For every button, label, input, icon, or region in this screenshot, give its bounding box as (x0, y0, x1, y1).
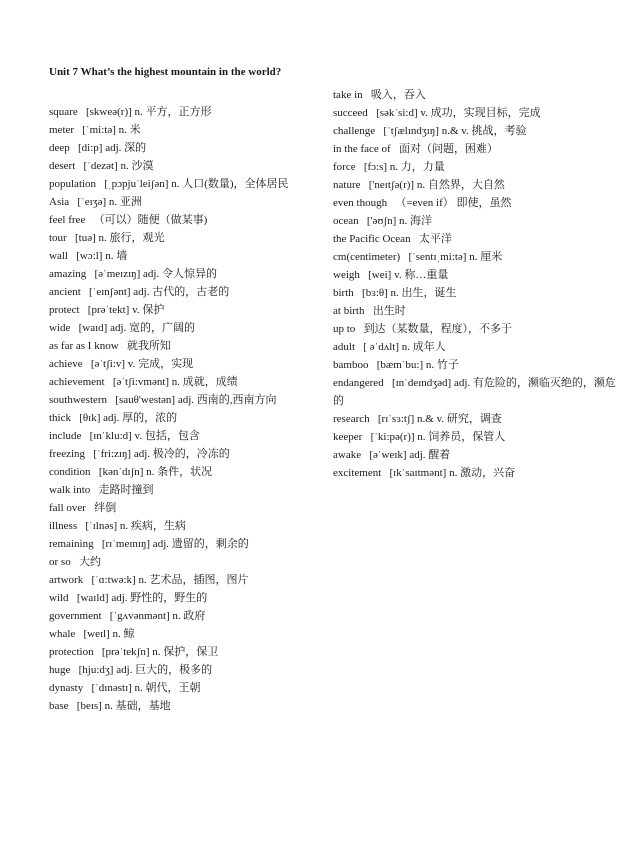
vocab-word: force (333, 161, 356, 173)
vocab-definition: [ˈeɪnʃənt] adj. 古代的，古老的 (89, 286, 230, 298)
vocab-entry (49, 355, 321, 373)
vocab-definition: （=even if） 即使，虽然 (395, 197, 512, 209)
vocab-entry (333, 266, 623, 284)
vocab-entry (333, 230, 623, 248)
vocab-definition: [əˈmeɪzɪŋ] adj. 令人惊异的 (94, 268, 217, 280)
vocab-word: deep (49, 142, 70, 154)
vocab-entry (333, 428, 623, 446)
vocab-definition: [weɪl] n. 鲸 (83, 628, 135, 640)
vocab-definition: 走路时撞到 (98, 484, 154, 496)
vocab-word: Asia (49, 196, 70, 208)
vocab-word: remaining (49, 538, 94, 550)
vocab-word: wide (49, 322, 71, 334)
vocab-entry (49, 553, 321, 571)
vocab-entry (49, 571, 321, 589)
vocab-definition: [ˌpɔpjuˈleiʃən] n. 人口(数量)，全体居民 (104, 178, 289, 190)
vocab-definition: 吸入，吞入 (370, 89, 426, 101)
vocab-word: achievement (49, 376, 105, 388)
vocab-definition: [ˈdezət] n. 沙漠 (83, 160, 154, 172)
vocab-definition: [bɜ:θ] n. 出生，诞生 (362, 287, 457, 299)
vocab-entry (333, 86, 623, 104)
vocab-word: include (49, 430, 82, 442)
vocab-word: feel free (49, 214, 86, 226)
vocab-entry (49, 283, 321, 301)
vocab-word: as far as I know (49, 340, 119, 352)
vocab-entry (333, 248, 623, 266)
vocab-entry (49, 247, 321, 265)
vocab-entry (333, 464, 623, 482)
vocab-word: illness (49, 520, 78, 532)
vocab-entry (49, 139, 321, 157)
vocab-entry (49, 391, 321, 409)
vocab-entry (49, 589, 321, 607)
vocab-definition: ['neɪtʃə(r)] n. 自然界，大自然 (368, 179, 505, 191)
vocab-definition: [səkˈsi:d] v. 成功，实现目标，完成 (376, 107, 541, 119)
vocab-definition: [prəˈtekʃn] n. 保护，保卫 (101, 646, 219, 658)
vocab-entry (49, 427, 321, 445)
vocab-definition: [fɔ:s] n. 力，力量 (363, 161, 445, 173)
vocab-word: at birth (333, 305, 365, 317)
vocab-entry (333, 176, 623, 194)
vocab-definition: [wei] v. 称…重量 (368, 269, 449, 281)
vocabulary-column-left (49, 103, 321, 715)
vocab-word: base (49, 700, 69, 712)
vocab-word: bamboo (333, 359, 369, 371)
vocab-word: population (49, 178, 97, 190)
vocab-entry (333, 338, 623, 356)
vocab-word: walk into (49, 484, 91, 496)
vocab-entry (49, 661, 321, 679)
vocab-word: condition (49, 466, 91, 478)
vocab-word: in the face of (333, 143, 391, 155)
vocab-entry (49, 193, 321, 211)
vocabulary-column-right (333, 86, 623, 482)
vocab-entry (49, 679, 321, 697)
vocab-entry (49, 517, 321, 535)
vocab-entry (333, 302, 623, 320)
vocab-definition: 大约 (78, 556, 101, 568)
vocab-entry (49, 229, 321, 247)
vocab-entry (49, 607, 321, 625)
vocab-definition: [beɪs] n. 基础，基地 (76, 700, 171, 712)
vocab-word: huge (49, 664, 71, 676)
vocab-entry (333, 320, 623, 338)
vocab-word: take in (333, 89, 363, 101)
vocab-entry (49, 265, 321, 283)
vocab-definition: [rɪˈsɜ:tʃ] n.& v. 研究，调查 (377, 413, 502, 425)
vocab-word: succeed (333, 107, 368, 119)
vocab-definition: [ˈɑ:twə:k] n. 艺术品，插图，图片 (91, 574, 249, 586)
vocab-entry (49, 121, 321, 139)
vocab-definition: [wɔ:l] n. 墙 (76, 250, 128, 262)
vocab-word: southwestern (49, 394, 108, 406)
vocab-definition: [ˈtʃælɪndʒɪŋ] n.& v. 挑战，考验 (383, 125, 527, 137)
vocab-definition: 到达（某数量，程度），不多于 (363, 323, 513, 335)
vocab-definition: [ˈki:pə(r)] n. 饲养员，保管人 (370, 431, 506, 443)
vocab-definition: [waɪld] adj. 野性的，野生的 (76, 592, 208, 604)
vocab-definition: [di:p] adj. 深的 (78, 142, 147, 154)
vocab-definition: [əˈtʃi:v] v. 完成，实现 (90, 358, 194, 370)
vocab-definition: [skweə(r)] n. 平方，正方形 (85, 106, 212, 118)
vocab-definition: [ɪnˈdeɪndʒəd] adj. 有危险的，濒临灭绝的，濒危的 (333, 377, 616, 407)
page-title: Unit 7 What’s the highest mountain in the world? (49, 66, 282, 78)
vocab-word: endangered (333, 377, 384, 389)
vocab-definition: [θɪk] adj. 厚的，浓的 (79, 412, 178, 424)
vocab-word: birth (333, 287, 354, 299)
vocab-entry (49, 409, 321, 427)
vocab-entry (49, 535, 321, 553)
vocab-definition: （可以）随便（做某事) (93, 214, 208, 226)
vocab-word: protection (49, 646, 94, 658)
vocab-word: tour (49, 232, 67, 244)
vocab-definition: [ˈsentɪˌmi:tə] n. 厘米 (408, 251, 503, 263)
vocab-entry (333, 122, 623, 140)
vocab-definition: [ɪkˈsaɪtmənt] n. 激动，兴奋 (389, 467, 516, 479)
vocab-word: dynasty (49, 682, 84, 694)
vocab-definition: [əˈtʃi:vmənt] n. 成就，成绩 (112, 376, 238, 388)
vocab-definition: [prəˈtekt] v. 保护 (87, 304, 165, 316)
vocab-word: protect (49, 304, 80, 316)
vocab-word: desert (49, 160, 76, 172)
vocab-word: achieve (49, 358, 83, 370)
vocab-definition: 绊倒 (94, 502, 117, 514)
vocab-entry (333, 284, 623, 302)
vocab-word: challenge (333, 125, 376, 137)
vocab-entry (333, 212, 623, 230)
vocab-word: up to (333, 323, 356, 335)
vocab-definition: [əˈweɪk] adj. 醒着 (369, 449, 451, 461)
vocab-word: wild (49, 592, 69, 604)
vocab-word: square (49, 106, 78, 118)
vocab-definition: 就我所知 (126, 340, 171, 352)
vocab-definition: [sauθ'westən] adj. 西南的,西南方向 (115, 394, 277, 406)
vocab-word: keeper (333, 431, 363, 443)
vocab-word: adult (333, 341, 355, 353)
vocab-entry (333, 356, 623, 374)
vocab-definition: [waɪd] adj. 宽的，广阔的 (78, 322, 196, 334)
vocab-word: nature (333, 179, 361, 191)
vocab-entry (49, 211, 321, 229)
vocab-word: government (49, 610, 102, 622)
vocab-entry (49, 481, 321, 499)
vocab-entry (333, 104, 623, 122)
vocab-entry (49, 157, 321, 175)
vocab-word: weigh (333, 269, 360, 281)
vocab-entry (49, 697, 321, 715)
vocab-definition: [ˈgʌvənmənt] n. 政府 (109, 610, 206, 622)
vocab-word: or so (49, 556, 71, 568)
vocab-definition: [ˈɪlnəs] n. 疾病，生病 (85, 520, 186, 532)
vocab-word: amazing (49, 268, 87, 280)
vocab-definition: 出生时 (372, 305, 406, 317)
vocab-definition: [ˈmi:tə] n. 米 (82, 124, 141, 136)
vocab-word: awake (333, 449, 362, 461)
vocab-entry (49, 301, 321, 319)
vocab-word: research (333, 413, 370, 425)
vocab-entry (333, 446, 623, 464)
vocab-word: ancient (49, 286, 81, 298)
vocab-entry (333, 158, 623, 176)
vocab-entry (333, 194, 623, 212)
vocab-word: meter (49, 124, 75, 136)
vocab-word: the Pacific Ocean (333, 233, 411, 245)
vocab-definition: [bæmˈbu:] n. 竹子 (376, 359, 459, 371)
vocab-entry (49, 319, 321, 337)
vocab-entry (49, 175, 321, 193)
vocab-entry (333, 140, 623, 158)
vocab-entry (49, 463, 321, 481)
vocab-entry (49, 373, 321, 391)
vocab-definition: [ˈdɪnəstɪ] n. 朝代，王朝 (91, 682, 201, 694)
vocab-definition: ['əʊʃn] n. 海洋 (366, 215, 433, 227)
vocab-definition: [ɪnˈklu:d] v. 包括，包含 (89, 430, 200, 442)
vocab-definition: 面对（问题，困难） (398, 143, 498, 155)
vocab-definition: [rɪˈmeɪnɪŋ] adj. 遗留的，剩余的 (101, 538, 249, 550)
vocab-definition: [ˈeɪʒə] n. 亚洲 (77, 196, 142, 208)
vocab-word: fall over (49, 502, 86, 514)
vocab-entry (49, 445, 321, 463)
vocab-definition: [hju:dʒ] adj. 巨大的，极多的 (78, 664, 213, 676)
vocab-entry (49, 337, 321, 355)
vocab-entry (333, 410, 623, 428)
vocab-word: artwork (49, 574, 84, 586)
vocab-entry (49, 499, 321, 517)
vocab-entry (49, 625, 321, 643)
vocab-entry (333, 374, 623, 410)
vocab-word: whale (49, 628, 76, 640)
vocab-word: even though (333, 197, 388, 209)
vocab-word: freezing (49, 448, 86, 460)
vocab-word: ocean (333, 215, 359, 227)
vocab-word: excitement (333, 467, 382, 479)
vocab-definition: [ˈfri:zɪŋ] adj. 极冷的，冷冻的 (93, 448, 230, 460)
vocab-word: thick (49, 412, 71, 424)
vocab-definition: 太平洋 (418, 233, 452, 245)
vocab-entry (49, 643, 321, 661)
vocab-definition: [tuə] n. 旅行，观光 (74, 232, 165, 244)
vocab-definition: [ əˈdʌlt] n. 成年人 (363, 341, 446, 353)
vocab-definition: [kənˈdɪʃn] n. 条件，状况 (98, 466, 213, 478)
vocab-entry (49, 103, 321, 121)
vocab-word: cm(centimeter) (333, 251, 401, 263)
vocab-word: wall (49, 250, 68, 262)
